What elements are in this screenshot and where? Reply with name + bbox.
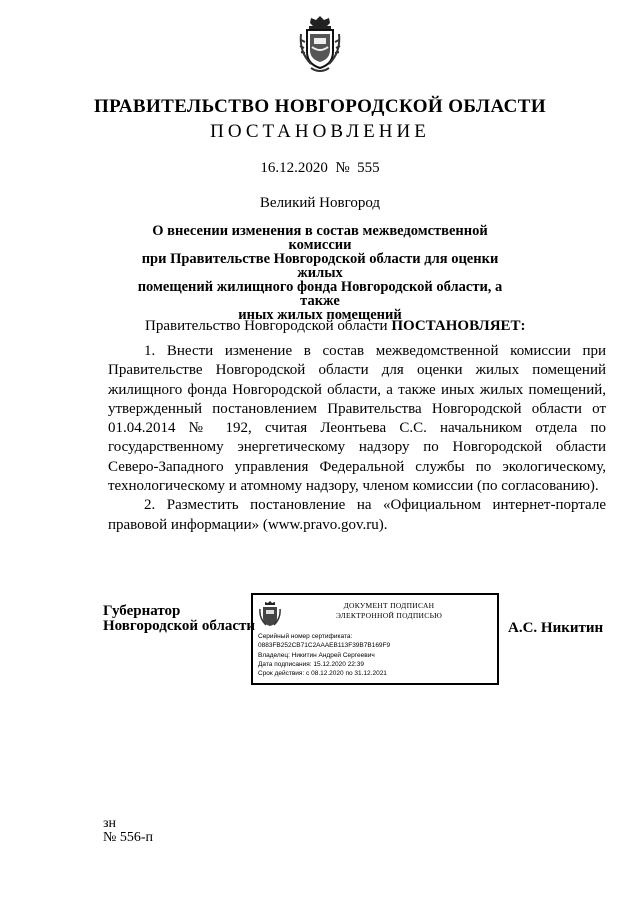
stamp-heading [289,601,489,621]
stamp-details [258,632,390,678]
document-subject-title [120,224,520,322]
decree-intro [145,318,526,335]
footer-code: зн [103,816,117,831]
decree-verb: ПОСТАНОВЛЯЕТ: [391,318,526,334]
certificate-owner: Владелец: Никитин Андрей Сергеевич [258,651,375,659]
body-paragraph: 2. Разместить постановление на «Официальном интернет-портале правовой информации» (www.pravo.gov.ru). [108,497,606,533]
document-date: 16.12.2020 [260,160,328,176]
stamp-heading-line: ЭЛЕКТРОННОЙ ПОДПИСЬЮ [335,611,443,620]
document-number: 555 [357,160,380,176]
body-paragraph: 1. Внести изменение в состав межведомственной комиссии при Правительстве Новгородской области для оценки жилых помещений жилищного фонда Новгородской области, а также иных жилых помещений, утвержденный постановлением Правительства Новгородской области от 01.04.2014 № 192, считая Леонтьева С.С. начальником отдела по государственному энергетическому надзору по Новгородской области Северо-Западного управления Федеральной службы по экологическому, технологическому и атомному надзору, членом комиссии (по согласованию). [108,343,606,495]
organization-title: ПРАВИТЕЛЬСТВО НОВГОРОДСКОЙ ОБЛАСТИ [94,96,546,117]
signatory-position [103,604,255,634]
coat-of-arms-icon [297,14,343,76]
footer-ref-number: № 556-п [103,830,154,845]
title-line: иных жилых помещений [238,307,402,323]
document-body [108,342,606,535]
position-line: Новгородской области [103,618,256,634]
title-line: О внесении изменения в состав межведомственной комиссии [152,223,488,253]
footer-reference [103,817,153,845]
coat-of-arms-icon [259,600,281,630]
signing-date: Дата подписания: 15.12.2020 22:39 [258,660,364,668]
certificate-label: Серийный номер сертификата: [258,633,353,640]
city: Великий Новгород [259,195,381,211]
title-line: помещений жилищного фонда Новгородской области, а также [137,279,503,309]
title-line: при Правительстве Новгородской области для оценки жилых [141,251,499,281]
certificate-serial: 0883FB252CB71C2AAAEB113F39B7B169F9 [258,642,391,650]
stamp-heading-line: ДОКУМЕНТ ПОДПИСАН [343,601,435,610]
electronic-signature-stamp [251,593,499,685]
certificate-validity: Срок действия: с 08.12.2020 по 31.12.2021 [258,670,387,678]
number-sign: № [335,160,350,176]
decree-prefix: Правительство Новгородской области [145,318,392,334]
signer-name: А.С. Никитин [508,620,604,636]
position-line: Губернатор [103,603,181,619]
date-and-number [0,160,640,177]
document-type: ПОСТАНОВЛЕНИЕ [210,121,430,142]
